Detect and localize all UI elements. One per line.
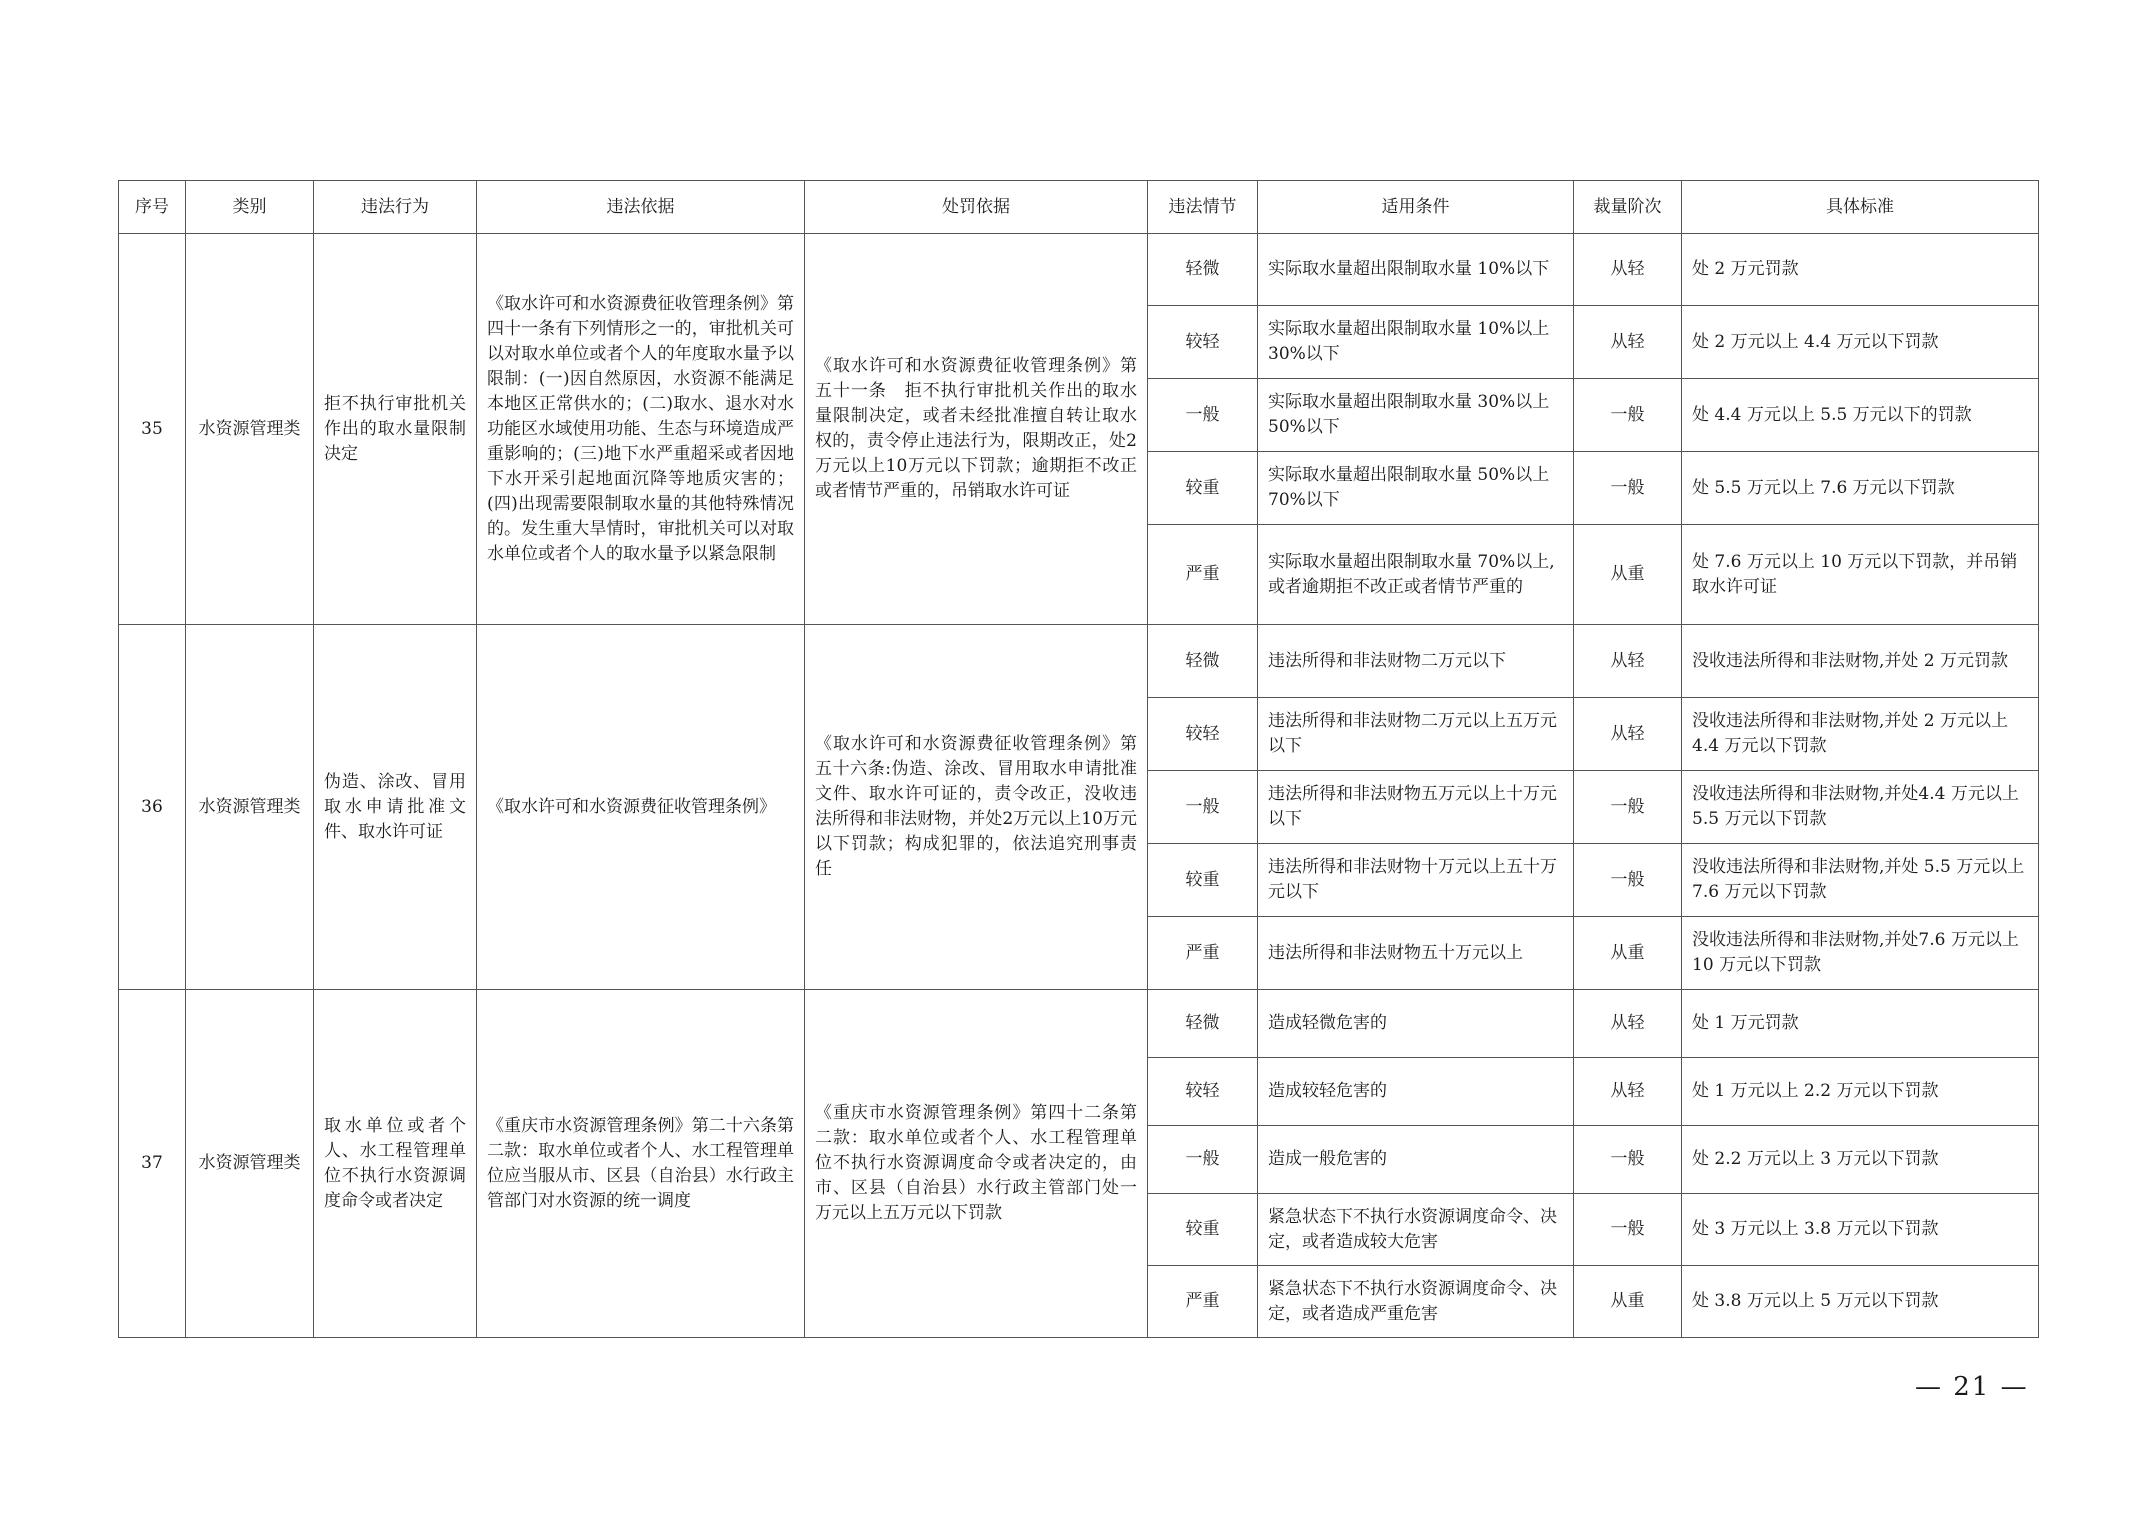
row-level: 从重 [1574,1266,1682,1338]
row-condition: 违法所得和非法财物五万元以上十万元以下 [1258,771,1574,844]
row-basis: 《取水许可和水资源费征收管理条例》第四十一条有下列情形之一的，审批机关可以对取水单位或者个人的年度取水量予以限制：(一)因自然原因，水资源不能满足本地区正常供水的；(二)取水、退水对水功能区水域使用功能、生态与环境造成严重影响的；(三)地下水严重超采或者因地下水开采引起地面沉降等地质灾害的；(四)出现需要限制取水量的其他特殊情况的。发生重大旱情时，审批机关可以对取水单位或者个人的取水量予以紧急限制 [477,234,805,625]
row-level: 从轻 [1574,625,1682,698]
header-basis: 违法依据 [477,181,805,234]
row-condition: 违法所得和非法财物二万元以下 [1258,625,1574,698]
table-header-row [119,181,2039,234]
header-penalty-basis: 处罚依据 [805,181,1148,234]
row-standard: 没收违法所得和非法财物,并处4.4 万元以上 5.5 万元以下罚款 [1682,771,2039,844]
row-standard: 处 2 万元以上 4.4 万元以下罚款 [1682,306,2039,379]
row-condition: 紧急状态下不执行水资源调度命令、决定，或者造成较大危害 [1258,1194,1574,1266]
row-standard: 处 3 万元以上 3.8 万元以下罚款 [1682,1194,2039,1266]
row-standard: 没收违法所得和非法财物,并处 5.5 万元以上 7.6 万元以下罚款 [1682,844,2039,917]
row-level: 从重 [1574,917,1682,990]
row-standard: 处 1 万元以上 2.2 万元以下罚款 [1682,1058,2039,1126]
row-standard: 处 2 万元罚款 [1682,234,2039,306]
row-severity: 较轻 [1148,306,1258,379]
row-level: 一般 [1574,452,1682,525]
row-level: 从轻 [1574,698,1682,771]
row-standard: 处 2.2 万元以上 3 万元以下罚款 [1682,1126,2039,1194]
row-standard: 处 1 万元罚款 [1682,990,2039,1058]
row-condition: 实际取水量超出限制取水量 10%以下 [1258,234,1574,306]
header-severity: 违法情节 [1148,181,1258,234]
row-level: 一般 [1574,844,1682,917]
header-behavior: 违法行为 [314,181,477,234]
row-standard: 没收违法所得和非法财物,并处 2 万元以上 4.4 万元以下罚款 [1682,698,2039,771]
row-severity: 严重 [1148,917,1258,990]
row-severity: 较重 [1148,452,1258,525]
row-standard: 处 3.8 万元以上 5 万元以下罚款 [1682,1266,2039,1338]
row-basis: 《取水许可和水资源费征收管理条例》 [477,625,805,990]
row-condition: 造成一般危害的 [1258,1126,1574,1194]
row-condition: 实际取水量超出限制取水量 50%以上 70%以下 [1258,452,1574,525]
row-category: 水资源管理类 [186,625,314,990]
row-severity: 严重 [1148,1266,1258,1338]
row-severity: 轻微 [1148,990,1258,1058]
header-level: 裁量阶次 [1574,181,1682,234]
row-severity: 较轻 [1148,698,1258,771]
row-level: 一般 [1574,379,1682,452]
row-level: 从轻 [1574,990,1682,1058]
row-severity: 轻微 [1148,625,1258,698]
row-level: 从轻 [1574,306,1682,379]
row-severity: 较轻 [1148,1058,1258,1126]
row-condition: 造成较轻危害的 [1258,1058,1574,1126]
row-standard: 处 4.4 万元以上 5.5 万元以下的罚款 [1682,379,2039,452]
row-level: 从轻 [1574,1058,1682,1126]
row-condition: 实际取水量超出限制取水量 30%以上 50%以下 [1258,379,1574,452]
row-penalty-basis: 《取水许可和水资源费征收管理条例》第五十六条:伪造、涂改、冒用取水申请批准文件、取水许可证的，责令改正，没收违法所得和非法财物，并处2万元以上10万元以下罚款；构成犯罪的，依法追究刑事责任 [805,625,1148,990]
row-condition: 违法所得和非法财物十万元以上五十万元以下 [1258,844,1574,917]
row-level: 一般 [1574,771,1682,844]
row-behavior: 拒不执行审批机关作出的取水量限制决定 [314,234,477,625]
row-basis: 《重庆市水资源管理条例》第二十六条第二款：取水单位或者个人、水工程管理单位应当服从市、区县（自治县）水行政主管部门对水资源的统一调度 [477,990,805,1338]
row-behavior: 取水单位或者个人、水工程管理单位不执行水资源调度命令或者决定 [314,990,477,1338]
table-row [119,625,2039,698]
table-row [119,234,2039,306]
row-condition: 实际取水量超出限制取水量 70%以上,或者逾期拒不改正或者情节严重的 [1258,525,1574,625]
row-severity: 较重 [1148,1194,1258,1266]
row-penalty-basis: 《取水许可和水资源费征收管理条例》第五十一条 拒不执行审批机关作出的取水量限制决定，或者未经批准擅自转让取水权的，责令停止违法行为，限期改正，处2万元以上10万元以下罚款；逾期拒不改正或者情节严重的，吊销取水许可证 [805,234,1148,625]
row-level: 从重 [1574,525,1682,625]
row-severity: 一般 [1148,1126,1258,1194]
page-number: — 21 — [1915,1372,2029,1402]
row-condition: 实际取水量超出限制取水量 10%以上 30%以下 [1258,306,1574,379]
header-no: 序号 [119,181,186,234]
row-severity: 轻微 [1148,234,1258,306]
row-level: 一般 [1574,1126,1682,1194]
row-level: 从轻 [1574,234,1682,306]
row-no: 35 [119,234,186,625]
row-no: 36 [119,625,186,990]
row-standard: 处 5.5 万元以上 7.6 万元以下罚款 [1682,452,2039,525]
row-severity: 较重 [1148,844,1258,917]
row-penalty-basis: 《重庆市水资源管理条例》第四十二条第二款：取水单位或者个人、水工程管理单位不执行水资源调度命令或者决定的，由市、区县（自治县）水行政主管部门处一万元以上五万元以下罚款 [805,990,1148,1338]
header-category: 类别 [186,181,314,234]
row-condition: 造成轻微危害的 [1258,990,1574,1058]
table-row [119,990,2039,1058]
row-condition: 违法所得和非法财物五十万元以上 [1258,917,1574,990]
header-standard: 具体标准 [1682,181,2039,234]
row-severity: 一般 [1148,379,1258,452]
row-standard: 没收违法所得和非法财物,并处 2 万元罚款 [1682,625,2039,698]
row-severity: 严重 [1148,525,1258,625]
penalty-standards-table [118,180,2039,1338]
row-condition: 紧急状态下不执行水资源调度命令、决定，或者造成严重危害 [1258,1266,1574,1338]
row-condition: 违法所得和非法财物二万元以上五万元以下 [1258,698,1574,771]
header-condition: 适用条件 [1258,181,1574,234]
row-no: 37 [119,990,186,1338]
row-category: 水资源管理类 [186,990,314,1338]
row-standard: 处 7.6 万元以上 10 万元以下罚款，并吊销取水许可证 [1682,525,2039,625]
row-severity: 一般 [1148,771,1258,844]
row-category: 水资源管理类 [186,234,314,625]
row-behavior: 伪造、涂改、冒用取水申请批准文件、取水许可证 [314,625,477,990]
row-level: 一般 [1574,1194,1682,1266]
row-standard: 没收违法所得和非法财物,并处7.6 万元以上 10 万元以下罚款 [1682,917,2039,990]
